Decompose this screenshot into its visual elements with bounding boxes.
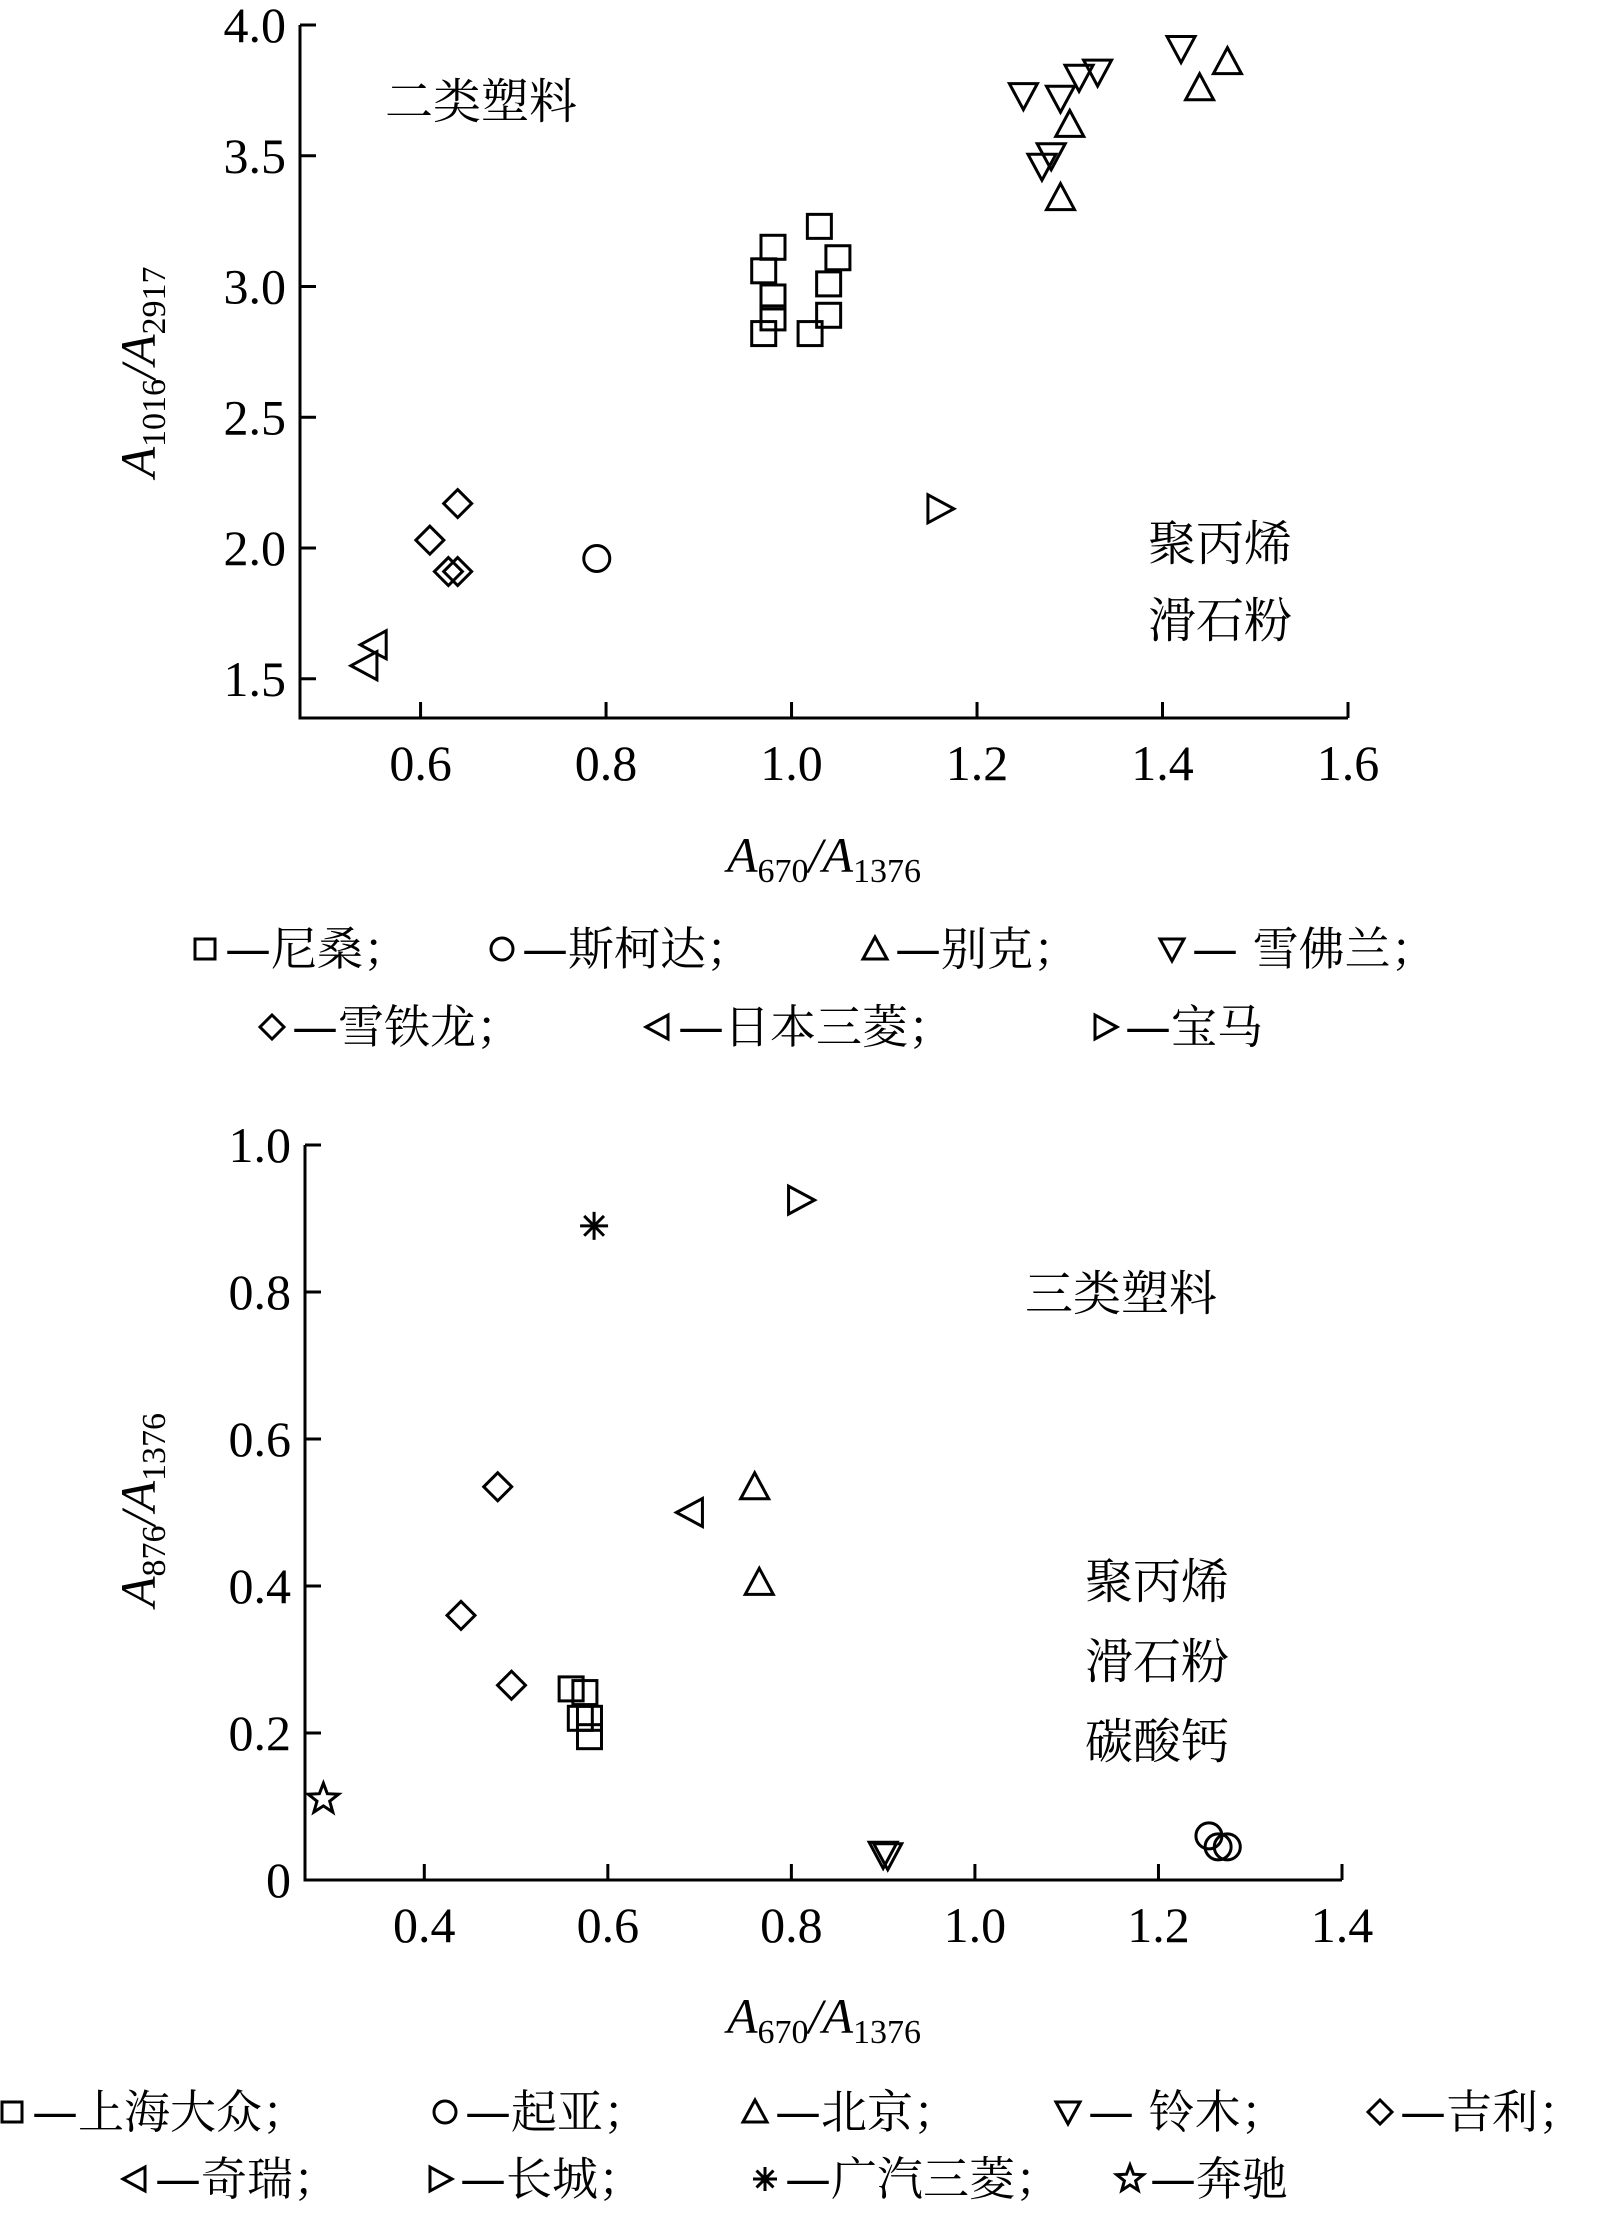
chart-title: 三类塑料: [1025, 1266, 1218, 1322]
data-point: [444, 558, 472, 586]
data-point: [497, 1671, 525, 1699]
x-tick-label: 1.6: [1316, 735, 1380, 791]
legend-label: —广汽三菱；: [785, 2152, 1061, 2206]
legend-symbol: [430, 2167, 452, 2191]
data-point: [1009, 84, 1037, 110]
series-triangle-left: [676, 1499, 702, 1527]
series-asterisk: [580, 1212, 608, 1240]
legend-label: —日本三菱；: [678, 1000, 954, 1054]
chart-2: [2, 1117, 1584, 2206]
legend-symbol: [1056, 2102, 1080, 2124]
series-circle: [584, 545, 610, 571]
axis-label-part: A: [110, 334, 166, 366]
data-point: [789, 1186, 815, 1214]
x-tick-label: 0.6: [576, 1897, 640, 1953]
data-point: [577, 1706, 601, 1730]
axis-label-part: 670: [757, 853, 809, 890]
composition-label: 聚丙烯: [1085, 1554, 1230, 1610]
axis-label-part: A: [110, 446, 166, 478]
data-point: [1046, 184, 1074, 210]
series-triangle-right: [928, 495, 954, 523]
data-point: [568, 1706, 592, 1730]
series-diamond: [416, 490, 472, 586]
data-point: [761, 235, 785, 259]
data-point: [807, 214, 831, 238]
legend-label: —上海大众；: [32, 2085, 308, 2139]
data-point: [416, 526, 444, 554]
x-tick-label: 0.8: [574, 735, 638, 791]
legend-symbol: [2, 2102, 22, 2122]
data-point: [444, 490, 472, 518]
series-diamond: [447, 1473, 525, 1699]
x-tick-label: 1.2: [945, 735, 1009, 791]
data-point: [798, 322, 822, 346]
chart-1: [110, 0, 1437, 1054]
y-tick-label: 1.5: [223, 650, 286, 707]
data-point: [752, 322, 776, 346]
legend-symbol: [863, 937, 887, 959]
y-axis-label: [110, 267, 173, 481]
x-axis-label: [724, 827, 921, 890]
data-point: [351, 652, 377, 680]
data-point: [817, 272, 841, 296]
composition-label: 聚丙烯: [1148, 516, 1293, 572]
legend-label: —别克；: [895, 922, 1079, 976]
data-point: [434, 558, 462, 586]
series-star: [308, 1783, 339, 1812]
legend-symbol: [1095, 1015, 1117, 1039]
legend-label: —长城；: [460, 2152, 644, 2206]
axis-label-part: A: [110, 1576, 166, 1607]
x-tick-label: 0.4: [393, 1897, 456, 1953]
legend-label: —斯柯达；: [522, 922, 752, 976]
chart-title: 二类塑料: [385, 74, 578, 130]
data-point: [741, 1473, 769, 1499]
series-triangle-down: [869, 1842, 902, 1869]
y-tick-label: 3.0: [223, 258, 286, 315]
axis-label-part: /: [808, 827, 823, 883]
series-square: [752, 214, 850, 345]
data-point: [1186, 74, 1214, 100]
y-tick-label: 2.0: [223, 520, 286, 577]
legend-label: —起亚；: [465, 2085, 649, 2139]
data-point: [484, 1473, 512, 1501]
composition-label: 滑石粉: [1148, 593, 1293, 649]
composition-label: 碳酸钙: [1085, 1714, 1230, 1770]
axis-label-part: /: [808, 1988, 823, 2044]
axis-label-part: 670: [757, 2014, 809, 2051]
axis-label-part: 876: [136, 1525, 173, 1577]
series-triangle-down: [1009, 37, 1195, 181]
y-tick-label: 3.5: [223, 127, 286, 184]
legend-label: — 铃木；: [1088, 2085, 1287, 2139]
data-point: [580, 1212, 608, 1240]
legend-label: —宝马: [1125, 1000, 1263, 1054]
axis-label-part: /: [110, 1511, 166, 1526]
y-tick-label: 0.2: [228, 1705, 291, 1761]
y-tick-label: 1.0: [228, 1117, 291, 1173]
legend-symbol: [1368, 2100, 1392, 2124]
legend-label: —雪铁龙；: [292, 1000, 522, 1054]
y-tick-label: 0.8: [228, 1264, 291, 1320]
legend-symbol: [491, 938, 513, 960]
legend-label: — 雪佛兰；: [1192, 922, 1437, 976]
x-tick-label: 1.2: [1127, 1897, 1190, 1953]
series-circle: [1196, 1823, 1240, 1860]
data-point: [817, 303, 841, 327]
y-tick-label: 0: [266, 1852, 291, 1908]
x-tick-label: 1.0: [943, 1897, 1007, 1953]
y-tick-label: 0.4: [228, 1558, 291, 1614]
composition-label: 滑石粉: [1085, 1634, 1230, 1690]
series-triangle-up: [741, 1473, 774, 1595]
data-point: [745, 1568, 773, 1594]
axis-label-part: 1376: [136, 1413, 173, 1481]
legend-label: —奇瑞；: [155, 2152, 339, 2206]
axis-label-part: 1376: [853, 2014, 921, 2051]
legend-symbol: [195, 939, 215, 959]
x-tick-label: 1.4: [1131, 735, 1194, 791]
series-square: [559, 1677, 601, 1749]
x-axis-label: [724, 1988, 921, 2051]
y-tick-label: 4.0: [223, 0, 286, 53]
legend-symbol: [753, 2167, 777, 2191]
legend-label: —奔驰: [1150, 2152, 1288, 2206]
legend-label: —尼桑；: [225, 922, 409, 976]
data-point: [447, 1601, 475, 1629]
data-point: [1213, 48, 1241, 74]
data-point: [577, 1725, 601, 1749]
axis-label-part: A: [727, 827, 758, 883]
data-point: [928, 495, 954, 523]
axis-label-part: A: [822, 827, 853, 883]
axis-label-part: A: [110, 1481, 166, 1512]
data-point: [308, 1783, 339, 1812]
legend-symbol: [123, 2167, 145, 2191]
x-tick-label: 1.4: [1310, 1897, 1374, 1953]
series-triangle-up: [1046, 48, 1241, 210]
data-point: [584, 545, 610, 571]
series-triangle-left: [351, 631, 386, 680]
legend-label: —北京；: [775, 2085, 959, 2139]
data-point: [752, 259, 776, 283]
data-point: [1167, 37, 1195, 63]
data-point: [676, 1499, 702, 1527]
legend-symbol: [743, 2100, 767, 2122]
axis-label-part: A: [822, 1988, 853, 2044]
x-tick-label: 1.0: [760, 735, 823, 791]
axis-label-part: 1376: [853, 853, 921, 890]
y-tick-label: 0.6: [228, 1411, 291, 1467]
axis-label-part: /: [110, 365, 166, 379]
y-axis-label: [110, 1413, 173, 1610]
series-triangle-right: [789, 1186, 815, 1214]
axis-label-part: A: [727, 1988, 758, 2044]
axis-label-part: 1016: [136, 378, 173, 447]
legend-symbol: [1117, 2165, 1144, 2190]
legend-symbol: [260, 1015, 284, 1039]
legend-symbol: [646, 1015, 668, 1039]
x-tick-label: 0.8: [760, 1897, 823, 1953]
axis-label-part: 2917: [136, 266, 173, 335]
legend-symbol: [1160, 939, 1184, 961]
y-tick-label: 2.5: [223, 389, 286, 446]
data-point: [826, 246, 850, 270]
legend-symbol: [434, 2101, 456, 2123]
legend-label: —吉利；: [1400, 2085, 1584, 2139]
x-tick-label: 0.6: [389, 735, 452, 791]
